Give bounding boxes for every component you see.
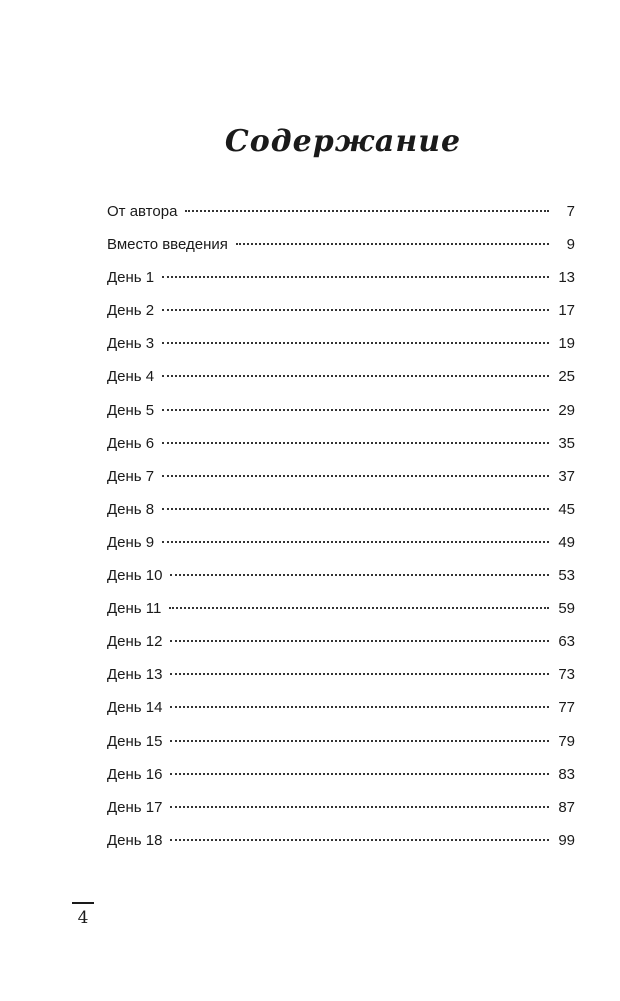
toc-entry-page: 99 xyxy=(558,831,575,849)
toc-dot-leader xyxy=(162,309,549,311)
toc-entry-page: 73 xyxy=(558,666,575,684)
toc-entry-label: День 18 xyxy=(107,831,163,849)
toc-entry[interactable] xyxy=(107,794,575,827)
toc-entry[interactable] xyxy=(107,430,575,463)
toc-entry-page: 87 xyxy=(558,798,575,816)
page-title: Содержание xyxy=(224,124,462,160)
toc-entry[interactable] xyxy=(107,661,575,694)
toc-entry-label: День 13 xyxy=(107,666,163,684)
toc-entry-page: 77 xyxy=(558,699,575,717)
toc-entry[interactable] xyxy=(107,330,575,363)
toc-entry[interactable] xyxy=(107,694,575,727)
toc-entry-label: День 17 xyxy=(107,798,163,816)
toc-entry-label: День 15 xyxy=(107,732,163,750)
toc-dot-leader xyxy=(162,508,549,510)
toc-dot-leader xyxy=(170,773,549,775)
toc-dot-leader xyxy=(162,442,549,444)
toc-entry-page: 79 xyxy=(558,732,575,750)
toc-entry-page: 45 xyxy=(558,500,575,518)
toc-entry[interactable] xyxy=(107,562,575,595)
toc-entry-page: 49 xyxy=(558,533,575,551)
toc-entry-label: День 10 xyxy=(107,567,163,585)
toc-dot-leader xyxy=(170,574,549,576)
toc-entry[interactable] xyxy=(107,463,575,496)
toc-dot-leader xyxy=(162,276,549,278)
table-of-contents xyxy=(107,198,575,860)
toc-entry[interactable] xyxy=(107,397,575,430)
toc-dot-leader xyxy=(170,640,549,642)
toc-entry-label: День 16 xyxy=(107,765,163,783)
toc-entry-page: 59 xyxy=(558,600,575,618)
toc-dot-leader xyxy=(185,210,549,212)
toc-entry-page: 19 xyxy=(558,335,575,353)
toc-entry-label: День 8 xyxy=(107,500,155,518)
toc-entry-page: 63 xyxy=(558,633,575,651)
toc-entry[interactable] xyxy=(107,231,575,264)
toc-entry-label: День 11 xyxy=(107,600,162,618)
toc-entry-page: 17 xyxy=(558,302,575,320)
toc-entry-label: День 1 xyxy=(107,269,155,287)
toc-dot-leader xyxy=(162,375,549,377)
toc-entry-label: День 12 xyxy=(107,633,163,651)
toc-entry-label: День 9 xyxy=(107,533,155,551)
toc-entry-label: День 3 xyxy=(107,335,155,353)
toc-entry-label: День 5 xyxy=(107,401,155,419)
toc-dot-leader xyxy=(170,740,549,742)
toc-entry-page: 9 xyxy=(566,236,575,254)
toc-entry[interactable] xyxy=(107,595,575,628)
toc-entry-page: 37 xyxy=(558,467,575,485)
toc-dot-leader xyxy=(170,806,549,808)
toc-entry[interactable] xyxy=(107,628,575,661)
toc-entry-page: 25 xyxy=(558,368,575,386)
toc-entry[interactable] xyxy=(107,264,575,297)
toc-dot-leader xyxy=(236,243,549,245)
toc-dot-leader xyxy=(170,706,549,708)
toc-entry-label: День 7 xyxy=(107,467,155,485)
toc-entry-label: День 4 xyxy=(107,368,155,386)
toc-entry-page: 83 xyxy=(558,765,575,783)
toc-dot-leader xyxy=(162,342,549,344)
toc-dot-leader xyxy=(162,475,549,477)
toc-entry-page: 35 xyxy=(558,434,575,452)
toc-dot-leader xyxy=(162,409,549,411)
toc-entry-page: 13 xyxy=(558,269,575,287)
toc-entry-label: День 14 xyxy=(107,699,163,717)
toc-entry-label: День 2 xyxy=(107,302,155,320)
toc-entry-label: День 6 xyxy=(107,434,155,452)
toc-entry[interactable] xyxy=(107,363,575,396)
toc-dot-leader xyxy=(162,541,549,543)
toc-dot-leader xyxy=(169,607,549,609)
toc-entry-page: 7 xyxy=(566,203,575,220)
toc-dot-leader xyxy=(170,673,549,675)
toc-dot-leader xyxy=(170,839,549,841)
toc-entry-label: Вместо введения xyxy=(107,236,228,254)
toc-entry-label: От автора xyxy=(107,203,178,220)
toc-entry[interactable] xyxy=(107,529,575,562)
toc-entry[interactable] xyxy=(107,297,575,330)
toc-entry[interactable] xyxy=(107,827,575,860)
toc-entry-page: 53 xyxy=(558,567,575,585)
toc-entry[interactable] xyxy=(107,761,575,794)
toc-entry-page: 29 xyxy=(558,401,575,419)
toc-entry[interactable] xyxy=(107,496,575,529)
page-number: 4 xyxy=(77,908,89,928)
toc-entry[interactable] xyxy=(107,198,575,231)
toc-entry[interactable] xyxy=(107,728,575,761)
